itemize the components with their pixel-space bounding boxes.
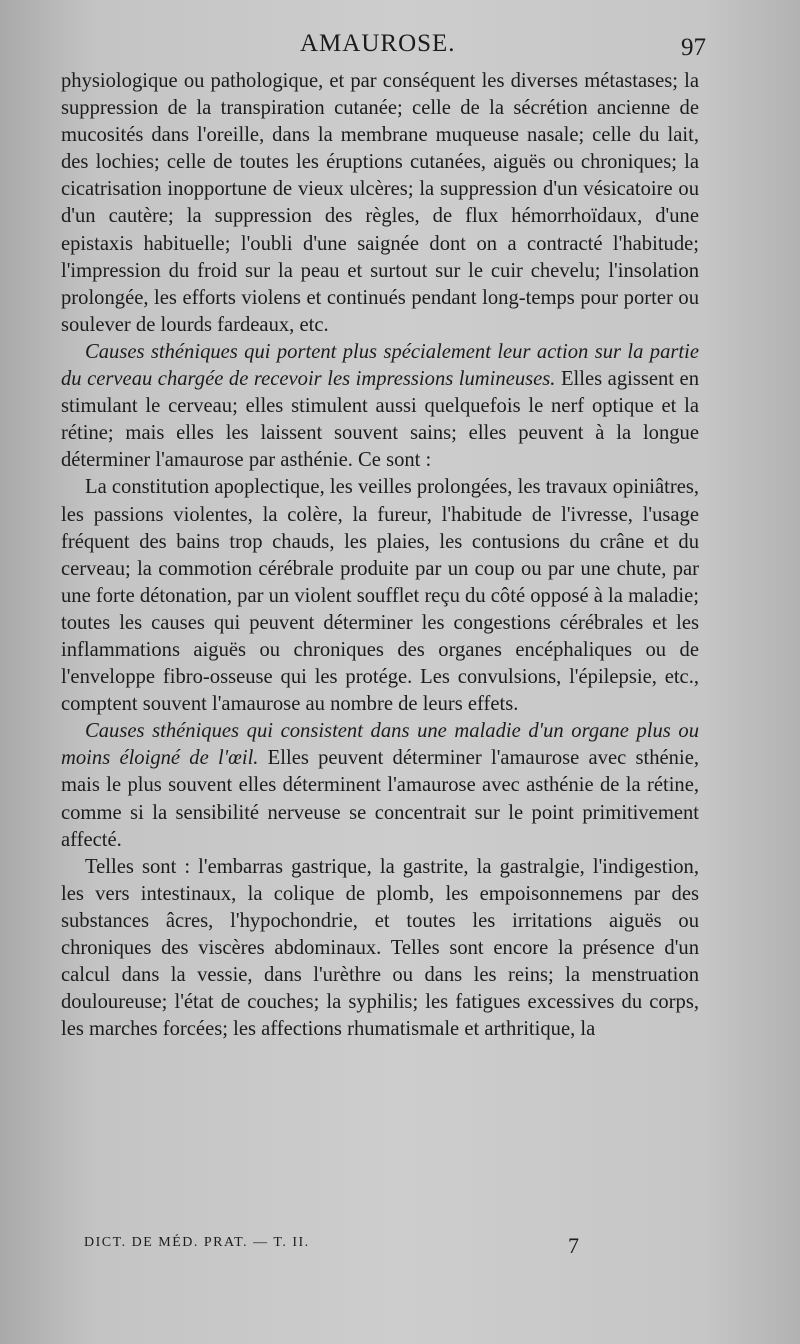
footer-signature-text: DICT. DE MÉD. PRAT. — T. II. — [84, 1235, 310, 1250]
paragraph-continuation: physiologique ou pathologique, et par conséquent les diverses métastases; la suppression de la transpiration cutanée; celle de la sécrétion ancienne de mucosités dans l'oreille, dans la membrane muqueuse nasale; celle du lait, des lochies; celle de toutes les éruptions cutanées, aiguës ou chroniques; la cicatrisation inopportune de vieux ulcères; la suppression d'un vésicatoire ou d'un cautère; la suppression des règles, de flux hémorrhoïdaux, d'une epistaxis habituelle; l'oubli d'une saignée dont on a contracté l'habitude; l'impression du froid sur la peau et surtout sur le cuir chevelu; l'insolation prolongée, les efforts violens et continués pendant long-temps pour porter ou soulever de lourds fardeaux, etc. — [61, 70, 699, 336]
paragraph-constitution: La constitution apoplectique, les veilles prolongées, les travaux opiniâtres, les passions violentes, la colère, la fureur, l'habitude de l'ivresse, l'usage fréquent des bains trop chauds, les plaies, les contusions du crâne et du cerveau; la commotion cérébrale produite par un coup ou par une chute, par une forte détonation, par un violent soufflet reçu du côté opposé à la maladie; toutes les causes qui peuvent déterminer les congestions cérébrales et les inflammations aiguës ou chroniques des organes encéphaliques ou de l'enveloppe fibro-osseuse qui les protége. Les convulsions, l'épilepsie, etc., comptent souvent l'amaurose au nombre de leurs effets. — [61, 476, 699, 716]
paragraph-causes-organe-text: Elles peuvent déterminer l'amaurose avec sthénie, mais le plus souvent elles déterminent l'amaurose avec asthénie de la rétine, comme si la sensibilité nerveuse se concentrait sur le point primitivement affecté. — [61, 747, 699, 851]
section-heading-causes-organe: Causes sthéniques qui consistent dans une maladie d'un organe plus ou moins éloigné de l'œil. — [61, 720, 699, 770]
page-footer — [84, 1233, 604, 1263]
page-header — [60, 30, 706, 66]
paragraph-causes-cerveau — [61, 339, 699, 474]
body-text — [61, 68, 699, 1043]
running-title: AMAUROSE. — [300, 30, 456, 57]
paragraph-causes-organe — [61, 718, 699, 853]
footer-signature-mark: 7 — [568, 1233, 579, 1258]
section-heading-causes-cerveau: Causes sthéniques qui portent plus spécialement leur action sur la partie du cerveau chargée de recevoir les impressions lumineuses. — [61, 340, 699, 391]
paragraph-causes-cerveau-text: Elles agissent en stimulant le cerveau; elles stimulent aussi quelquefois le nerf optique et la rétine; mais elles les laissent souvent sains; elles peuvent à la longue déterminer l'amaurose par asthénie. Ce sont : — [61, 368, 699, 472]
page-number: 97 — [681, 34, 706, 61]
paragraph-telles-sont: Telles sont : l'embarras gastrique, la gastrite, la gastralgie, l'indigestion, les vers intestinaux, la colique de plomb, les empoisonnemens par des substances âcres, l'hypochondrie, et toutes les irritations aiguës ou chroniques des viscères abdominaux. Telles sont encore la présence d'un calcul dans la vessie, dans l'urèthre ou dans les reins; la menstruation douloureuse; l'état de couches; la syphilis; les fatigues excessives du corps, les marches forcées; les affections rhumatismale et arthritique, la — [61, 855, 699, 1041]
